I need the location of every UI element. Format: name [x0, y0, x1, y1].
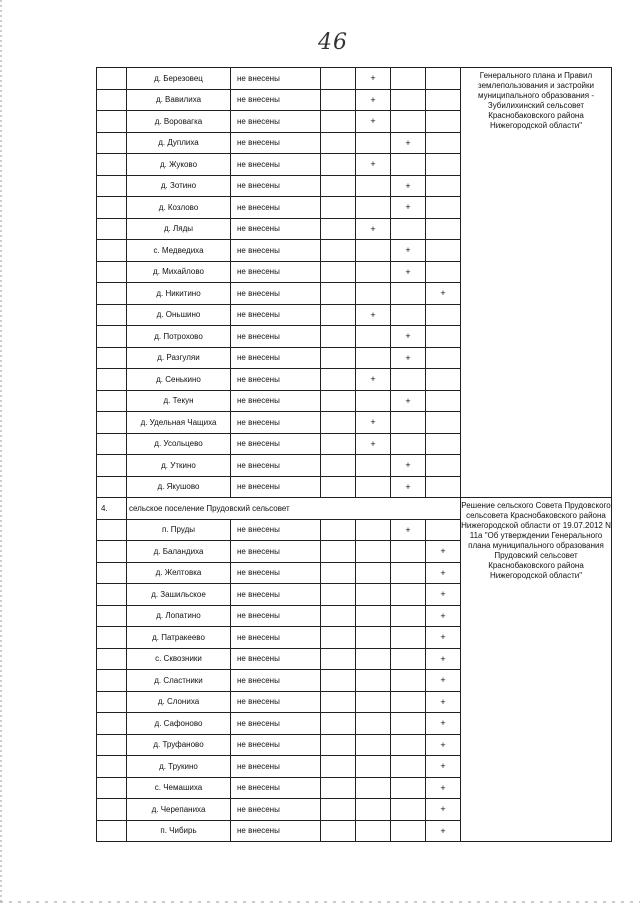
settlement-name: д. Вавилиха [127, 89, 231, 111]
table-row [97, 68, 612, 90]
row-number-cell [97, 369, 127, 391]
changes-status: не внесены [231, 691, 321, 713]
row-number-cell [97, 111, 127, 133]
changes-status: не внесены [231, 240, 321, 262]
mark-cell: + [391, 132, 426, 154]
settlement-name: д. Удельная Чащиха [127, 412, 231, 434]
mark-cell [321, 519, 356, 541]
mark-cell [426, 455, 461, 477]
mark-cell [321, 369, 356, 391]
changes-status: не внесены [231, 562, 321, 584]
mark-cell [391, 541, 426, 563]
row-number-cell [97, 433, 127, 455]
mark-cell: + [356, 412, 391, 434]
mark-cell [426, 412, 461, 434]
mark-cell [391, 562, 426, 584]
mark-cell [391, 218, 426, 240]
mark-cell [356, 476, 391, 498]
changes-status: не внесены [231, 713, 321, 735]
mark-cell: + [391, 455, 426, 477]
mark-cell [426, 89, 461, 111]
row-number-cell [97, 175, 127, 197]
section-number: 4. [97, 498, 127, 520]
mark-cell: + [426, 713, 461, 735]
mark-cell: + [426, 777, 461, 799]
row-number-cell [97, 132, 127, 154]
mark-cell [426, 369, 461, 391]
mark-cell [391, 584, 426, 606]
row-number-cell [97, 562, 127, 584]
settlement-name: с. Сквозники [127, 648, 231, 670]
row-number-cell [97, 347, 127, 369]
mark-cell [356, 605, 391, 627]
mark-cell [356, 799, 391, 821]
row-number-cell [97, 412, 127, 434]
row-number-cell [97, 820, 127, 842]
mark-cell [321, 605, 356, 627]
settlement-name: с. Чемашиха [127, 777, 231, 799]
mark-cell [391, 648, 426, 670]
section-header-row [97, 498, 612, 520]
settlement-name: д. Зотино [127, 175, 231, 197]
mark-cell [321, 433, 356, 455]
changes-status: не внесены [231, 369, 321, 391]
mark-cell [426, 218, 461, 240]
changes-status: не внесены [231, 820, 321, 842]
mark-cell: + [356, 304, 391, 326]
mark-cell [426, 111, 461, 133]
mark-cell [391, 369, 426, 391]
changes-status: не внесены [231, 111, 321, 133]
mark-cell [391, 820, 426, 842]
mark-cell [426, 240, 461, 262]
changes-status: не внесены [231, 605, 321, 627]
mark-cell [356, 390, 391, 412]
changes-status: не внесены [231, 584, 321, 606]
changes-status: не внесены [231, 283, 321, 305]
changes-status: не внесены [231, 756, 321, 778]
mark-cell [321, 89, 356, 111]
settlement-name: д. Усольцево [127, 433, 231, 455]
mark-cell: + [426, 691, 461, 713]
mark-cell: + [356, 111, 391, 133]
mark-cell [321, 197, 356, 219]
settlement-name: д. Никитино [127, 283, 231, 305]
mark-cell: + [356, 89, 391, 111]
section-title: сельское поселение Прудовский сельсовет [127, 498, 461, 520]
mark-cell [391, 691, 426, 713]
mark-cell [356, 283, 391, 305]
changes-status: не внесены [231, 433, 321, 455]
changes-status: не внесены [231, 175, 321, 197]
mark-cell [356, 455, 391, 477]
mark-cell: + [356, 433, 391, 455]
changes-status: не внесены [231, 627, 321, 649]
row-number-cell [97, 799, 127, 821]
settlement-name: д. Якушово [127, 476, 231, 498]
mark-cell [391, 627, 426, 649]
row-number-cell [97, 605, 127, 627]
mark-cell: + [391, 175, 426, 197]
settlement-name: д. Разгуляи [127, 347, 231, 369]
settlement-name: д. Сафоново [127, 713, 231, 735]
mark-cell [321, 111, 356, 133]
mark-cell [321, 541, 356, 563]
row-number-cell [97, 89, 127, 111]
changes-status: не внесены [231, 519, 321, 541]
mark-cell [321, 820, 356, 842]
settlement-name: д. Лопатино [127, 605, 231, 627]
mark-cell [321, 240, 356, 262]
mark-cell: + [426, 584, 461, 606]
mark-cell: + [356, 218, 391, 240]
mark-cell [321, 691, 356, 713]
settlement-name: д. Слониха [127, 691, 231, 713]
mark-cell [391, 111, 426, 133]
mark-cell [391, 304, 426, 326]
settlement-name: д. Потрохово [127, 326, 231, 348]
row-number-cell [97, 627, 127, 649]
mark-cell: + [426, 734, 461, 756]
mark-cell [356, 627, 391, 649]
mark-cell [356, 175, 391, 197]
row-number-cell [97, 218, 127, 240]
mark-cell [321, 734, 356, 756]
mark-cell [321, 648, 356, 670]
mark-cell [321, 627, 356, 649]
row-number-cell [97, 390, 127, 412]
settlement-name: д. Ляды [127, 218, 231, 240]
settlement-name: д. Зашильское [127, 584, 231, 606]
mark-cell [391, 154, 426, 176]
mark-cell [391, 68, 426, 90]
settlement-name: д. Сенькино [127, 369, 231, 391]
mark-cell [321, 132, 356, 154]
mark-cell [321, 713, 356, 735]
mark-cell [321, 562, 356, 584]
mark-cell [426, 154, 461, 176]
mark-cell [426, 304, 461, 326]
mark-cell [391, 713, 426, 735]
mark-cell [321, 304, 356, 326]
mark-cell [356, 691, 391, 713]
mark-cell [321, 412, 356, 434]
settlement-name: д. Уткино [127, 455, 231, 477]
row-number-cell [97, 777, 127, 799]
mark-cell: + [426, 605, 461, 627]
row-number-cell [97, 756, 127, 778]
changes-status: не внесены [231, 68, 321, 90]
mark-cell [321, 261, 356, 283]
row-number-cell [97, 734, 127, 756]
mark-cell [426, 390, 461, 412]
changes-status: не внесены [231, 648, 321, 670]
changes-status: не внесены [231, 218, 321, 240]
changes-status: не внесены [231, 777, 321, 799]
mark-cell: + [391, 476, 426, 498]
mark-cell [321, 283, 356, 305]
mark-cell [426, 519, 461, 541]
mark-cell [426, 326, 461, 348]
mark-cell [391, 734, 426, 756]
settlement-name: д. Михайлово [127, 261, 231, 283]
settlement-name: д. Сластники [127, 670, 231, 692]
mark-cell [321, 777, 356, 799]
mark-cell [356, 197, 391, 219]
mark-cell [391, 670, 426, 692]
mark-cell [356, 261, 391, 283]
row-number-cell [97, 648, 127, 670]
mark-cell: + [426, 541, 461, 563]
mark-cell: + [391, 197, 426, 219]
settlements-table [96, 67, 612, 842]
changes-status: не внесены [231, 799, 321, 821]
settlement-name: п. Пруды [127, 519, 231, 541]
mark-cell [391, 799, 426, 821]
changes-status: не внесены [231, 132, 321, 154]
mark-cell [356, 756, 391, 778]
document-reference-note: Решение сельского Совета Прудовского сельсовета Краснобаковского района Нижегородской области от 19.07.2012 N 11а "Об утверждении Генерального плана муниципального образования Прудовский сельсовет Краснобаковского района Нижегородской области" [461, 498, 612, 842]
settlement-name: д. Баландиха [127, 541, 231, 563]
mark-cell [356, 519, 391, 541]
changes-status: не внесены [231, 304, 321, 326]
mark-cell: + [391, 519, 426, 541]
mark-cell [391, 412, 426, 434]
mark-cell [321, 218, 356, 240]
mark-cell [356, 347, 391, 369]
row-number-cell [97, 304, 127, 326]
mark-cell [356, 541, 391, 563]
row-number-cell [97, 283, 127, 305]
document-reference-note: Генерального плана и Правил землепользования и застройки муниципального образования - Зубилихинский сельсовет Краснобаковского района Нижегородской области" [461, 68, 612, 498]
mark-cell [321, 670, 356, 692]
changes-status: не внесены [231, 455, 321, 477]
row-number-cell [97, 670, 127, 692]
mark-cell [426, 132, 461, 154]
mark-cell [356, 820, 391, 842]
mark-cell [426, 197, 461, 219]
mark-cell [356, 240, 391, 262]
changes-status: не внесены [231, 89, 321, 111]
mark-cell [356, 562, 391, 584]
mark-cell [321, 756, 356, 778]
mark-cell [321, 584, 356, 606]
row-number-cell [97, 197, 127, 219]
settlement-name: д. Черепаниха [127, 799, 231, 821]
row-number-cell [97, 713, 127, 735]
row-number-cell [97, 240, 127, 262]
changes-status: не внесены [231, 390, 321, 412]
row-number-cell [97, 691, 127, 713]
mark-cell [356, 734, 391, 756]
mark-cell [321, 476, 356, 498]
settlement-name: д. Козлово [127, 197, 231, 219]
mark-cell [356, 584, 391, 606]
mark-cell: + [426, 562, 461, 584]
mark-cell [356, 713, 391, 735]
mark-cell [391, 777, 426, 799]
mark-cell [426, 175, 461, 197]
mark-cell: + [356, 369, 391, 391]
mark-cell [391, 433, 426, 455]
changes-status: не внесены [231, 734, 321, 756]
mark-cell [356, 648, 391, 670]
mark-cell [391, 283, 426, 305]
mark-cell: + [356, 68, 391, 90]
mark-cell [321, 175, 356, 197]
mark-cell [356, 326, 391, 348]
changes-status: не внесены [231, 541, 321, 563]
mark-cell [426, 68, 461, 90]
settlement-name: д. Березовец [127, 68, 231, 90]
row-number-cell [97, 261, 127, 283]
settlement-name: д. Желтовка [127, 562, 231, 584]
table-body [97, 68, 612, 842]
mark-cell: + [391, 390, 426, 412]
mark-cell: + [391, 326, 426, 348]
mark-cell: + [426, 283, 461, 305]
settlement-name: д. Трукино [127, 756, 231, 778]
row-number-cell [97, 68, 127, 90]
mark-cell [356, 132, 391, 154]
row-number-cell [97, 519, 127, 541]
mark-cell: + [391, 347, 426, 369]
settlement-name: д. Воровагка [127, 111, 231, 133]
row-number-cell [97, 154, 127, 176]
handwritten-page-number: 46 [318, 30, 348, 55]
changes-status: не внесены [231, 347, 321, 369]
mark-cell: + [356, 154, 391, 176]
mark-cell [391, 756, 426, 778]
mark-cell [321, 390, 356, 412]
mark-cell: + [426, 756, 461, 778]
changes-status: не внесены [231, 476, 321, 498]
settlement-name: д. Текун [127, 390, 231, 412]
mark-cell: + [426, 799, 461, 821]
changes-status: не внесены [231, 670, 321, 692]
mark-cell [321, 347, 356, 369]
row-number-cell [97, 326, 127, 348]
changes-status: не внесены [231, 326, 321, 348]
mark-cell: + [391, 261, 426, 283]
mark-cell [426, 433, 461, 455]
mark-cell [321, 799, 356, 821]
mark-cell [321, 326, 356, 348]
mark-cell: + [426, 670, 461, 692]
settlement-name: п. Чибирь [127, 820, 231, 842]
mark-cell [321, 455, 356, 477]
settlement-name: д. Оньшино [127, 304, 231, 326]
mark-cell [356, 777, 391, 799]
settlement-name: д. Дуплиха [127, 132, 231, 154]
mark-cell: + [426, 820, 461, 842]
settlement-name: д. Жуково [127, 154, 231, 176]
mark-cell [391, 605, 426, 627]
scan-edge-marks [0, 0, 2, 905]
settlement-name: с. Медведиха [127, 240, 231, 262]
row-number-cell [97, 541, 127, 563]
scan-bottom-marks [0, 901, 640, 903]
row-number-cell [97, 455, 127, 477]
mark-cell: + [426, 648, 461, 670]
mark-cell [391, 89, 426, 111]
changes-status: не внесены [231, 412, 321, 434]
mark-cell [321, 68, 356, 90]
mark-cell: + [426, 627, 461, 649]
mark-cell [426, 347, 461, 369]
mark-cell [426, 476, 461, 498]
settlement-name: д. Патракеево [127, 627, 231, 649]
settlement-name: д. Труфаново [127, 734, 231, 756]
row-number-cell [97, 476, 127, 498]
changes-status: не внесены [231, 261, 321, 283]
mark-cell [426, 261, 461, 283]
mark-cell [356, 670, 391, 692]
changes-status: не внесены [231, 197, 321, 219]
changes-status: не внесены [231, 154, 321, 176]
mark-cell [321, 154, 356, 176]
row-number-cell [97, 584, 127, 606]
mark-cell: + [391, 240, 426, 262]
